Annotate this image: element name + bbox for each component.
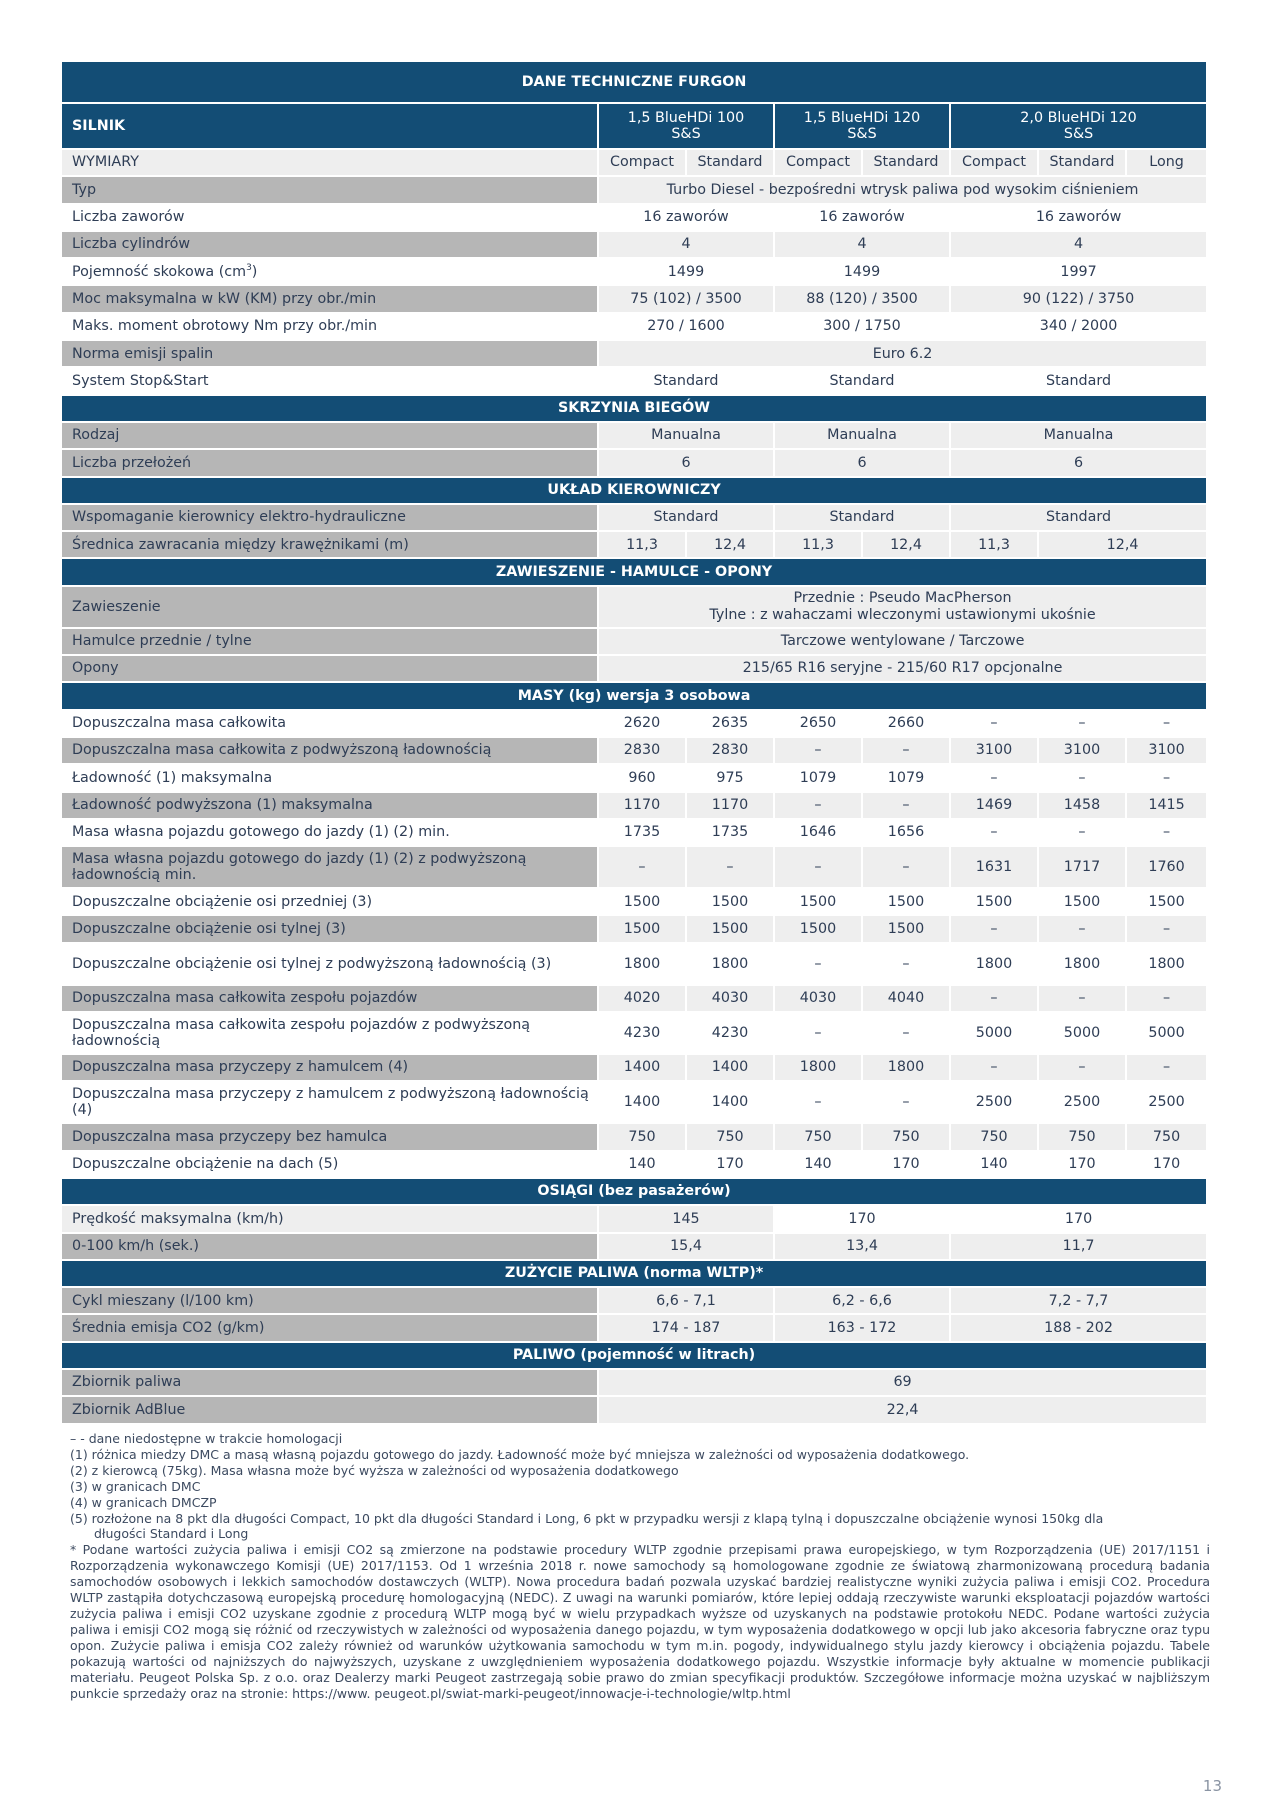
section-heading-performance: OSIĄGI (bez pasażerów)	[61, 1178, 1207, 1205]
cell: Euro 6.2	[598, 340, 1207, 367]
cell: 16 zaworów	[598, 204, 774, 231]
cell: 2635	[686, 710, 774, 737]
row-label: 0-100 km/h (sek.)	[61, 1233, 598, 1260]
table-row	[61, 846, 1207, 888]
cell: 1079	[774, 764, 862, 791]
cell: 170	[686, 1151, 774, 1178]
footnote-2: (2) z kierowcą (75kg). Masa własna może być wyższa w zależności od wyposażenia dodatkowego	[70, 1462, 679, 1478]
cell: Tarczowe wentylowane / Tarczowe	[598, 628, 1207, 655]
row-label: WYMIARY	[61, 149, 598, 176]
cell: 1631	[950, 846, 1038, 888]
cell: 1656	[862, 819, 950, 846]
cell: 750	[774, 1123, 862, 1150]
cell: 15,4	[598, 1233, 774, 1260]
table-row	[61, 819, 1207, 846]
cell: 2650	[774, 710, 862, 737]
cell: 1170	[686, 792, 774, 819]
footnote-dash: – - dane niedostępne w trakcie homologacji	[70, 1431, 343, 1446]
cell: 1500	[862, 888, 950, 915]
cell: –	[862, 943, 950, 985]
footnote-3: (3) w granicach DMC	[70, 1478, 201, 1494]
cell: Long	[1126, 149, 1207, 176]
cell: –	[1038, 819, 1126, 846]
cell: 6,6 - 7,1	[598, 1287, 774, 1314]
cell: –	[774, 846, 862, 888]
cell: 6	[598, 449, 774, 476]
row-label: Zbiornik AdBlue	[61, 1396, 598, 1423]
cell: 1800	[862, 1054, 950, 1081]
table-row	[61, 1314, 1207, 1341]
cell: 2830	[686, 737, 774, 764]
cell: 140	[774, 1151, 862, 1178]
cell: –	[774, 792, 862, 819]
row-label: Dopuszczalna masa przyczepy bez hamulca	[61, 1123, 598, 1150]
table-row	[61, 504, 1207, 531]
row-label: Dopuszczalna masa przyczepy z hamulcem (4)	[61, 1054, 598, 1081]
cell: 11,3	[774, 531, 862, 558]
row-label: Dopuszczalna masa całkowita z podwyższoną ładownością	[61, 737, 598, 764]
cell: 1400	[686, 1081, 774, 1123]
cell: 140	[950, 1151, 1038, 1178]
table-row	[61, 888, 1207, 915]
table-row	[61, 1369, 1207, 1396]
cell: 2620	[598, 710, 686, 737]
table-row	[61, 915, 1207, 942]
cell: 170	[862, 1151, 950, 1178]
cell: 1735	[686, 819, 774, 846]
table-row	[61, 340, 1207, 367]
row-label: Opony	[61, 655, 598, 682]
engine-col-3: 2,0 BlueHDi 120 S&S	[950, 103, 1207, 149]
cell: 1499	[598, 258, 774, 285]
cell: 22,4	[598, 1396, 1207, 1423]
cell: 3100	[950, 737, 1038, 764]
cell: Manualna	[598, 422, 774, 449]
cell: Manualna	[950, 422, 1207, 449]
section-heading-suspension: ZAWIESZENIE - HAMULCE - OPONY	[61, 558, 1207, 585]
cell: –	[686, 846, 774, 888]
cell: 170	[950, 1205, 1207, 1232]
section-heading-fuel: ZUŻYCIE PALIWA (norma WLTP)*	[61, 1260, 1207, 1287]
cell: 4230	[598, 1012, 686, 1054]
footnote-1: (1) różnica miedzy DMC a masą własną pojazdu gotowego do jazdy. Ładowność może być mniejsza w zależności od wyposażenia dodatkowego.	[70, 1446, 970, 1462]
cell: Standard	[774, 367, 950, 394]
cell: 90 (122) / 3750	[950, 285, 1207, 312]
row-label: Norma emisji spalin	[61, 340, 598, 367]
cell: –	[950, 985, 1038, 1012]
cell: 1400	[598, 1081, 686, 1123]
cell: Standard	[598, 367, 774, 394]
row-label: Dopuszczalna masa całkowita zespołu pojazdów	[61, 985, 598, 1012]
table-row	[61, 764, 1207, 791]
cell: –	[1126, 764, 1207, 791]
cell: –	[598, 846, 686, 888]
cell: –	[1126, 1054, 1207, 1081]
row-label: Dopuszczalne obciążenie na dach (5)	[61, 1151, 598, 1178]
cell: Standard	[686, 149, 774, 176]
cell: 69	[598, 1369, 1207, 1396]
table-row	[61, 176, 1207, 203]
row-label: Dopuszczalne obciążenie osi tylnej (3)	[61, 915, 598, 942]
cell: –	[862, 846, 950, 888]
table-row	[61, 655, 1207, 682]
cell: 6	[774, 449, 950, 476]
page-number: 13	[1202, 1777, 1222, 1795]
row-label: Zbiornik paliwa	[61, 1369, 598, 1396]
dimensions-row	[61, 149, 1207, 176]
cell: 4	[774, 231, 950, 258]
cell: 2830	[598, 737, 686, 764]
table-row	[61, 1123, 1207, 1150]
cell: –	[774, 737, 862, 764]
technical-data-table	[60, 60, 1208, 1425]
cell: 4030	[774, 985, 862, 1012]
cell: 2660	[862, 710, 950, 737]
table-row	[61, 285, 1207, 312]
footnote-4: (4) w granicach DMCZP	[70, 1494, 217, 1510]
cell: 1800	[950, 943, 1038, 985]
cell: 1458	[1038, 792, 1126, 819]
cell: 215/65 R16 seryjne - 215/60 R17 opcjonalne	[598, 655, 1207, 682]
cell: 2500	[1126, 1081, 1207, 1123]
cell: 11,3	[598, 531, 686, 558]
table-row	[61, 531, 1207, 558]
row-label: Ładowność (1) maksymalna	[61, 764, 598, 791]
table-row	[61, 792, 1207, 819]
cell: 300 / 1750	[774, 313, 950, 340]
footnote-5: (5) rozłożone na 8 pkt dla długości Compact, 10 pkt dla długości Standard i Long, 6 pkt w przypadku wersji z klapą tylną i dopuszczalne obciążenie wynosi 150kg dla	[70, 1510, 1104, 1526]
table-row	[61, 204, 1207, 231]
cell: 1400	[686, 1054, 774, 1081]
cell: –	[950, 819, 1038, 846]
table-row	[61, 1054, 1207, 1081]
cell: Compact	[950, 149, 1038, 176]
cell: 5000	[1038, 1012, 1126, 1054]
cell: 6	[950, 449, 1207, 476]
cell: 1800	[774, 1054, 862, 1081]
cell: –	[862, 1081, 950, 1123]
table-row	[61, 1287, 1207, 1314]
cell: 750	[598, 1123, 686, 1150]
cell: 1079	[862, 764, 950, 791]
cell: 4020	[598, 985, 686, 1012]
cell: 170	[774, 1205, 950, 1232]
section-heading-gearbox: SKRZYNIA BIEGÓW	[61, 395, 1207, 422]
engine-col-1: 1,5 BlueHDi 100 S&S	[598, 103, 774, 149]
cell: –	[862, 1012, 950, 1054]
footnotes	[70, 1431, 1210, 1701]
table-row	[61, 367, 1207, 394]
cell: –	[1126, 710, 1207, 737]
cell: 1170	[598, 792, 686, 819]
cell: 163 - 172	[774, 1314, 950, 1341]
row-label: Prędkość maksymalna (km/h)	[61, 1205, 598, 1232]
cell: 270 / 1600	[598, 313, 774, 340]
cell: Standard	[950, 367, 1207, 394]
cell: Standard	[862, 149, 950, 176]
table-row	[61, 1151, 1207, 1178]
cell: –	[1126, 985, 1207, 1012]
cell: 1500	[1126, 888, 1207, 915]
table-row	[61, 1233, 1207, 1260]
cell: 1997	[950, 258, 1207, 285]
row-label: System Stop&Start	[61, 367, 598, 394]
cell: 1500	[598, 915, 686, 942]
table-row	[61, 422, 1207, 449]
cell: 1800	[686, 943, 774, 985]
row-label: Pojemność skokowa $(cm^3)$	[61, 258, 598, 285]
cell: Standard	[598, 504, 774, 531]
cell: –	[774, 943, 862, 985]
table-row	[61, 985, 1207, 1012]
cell: 1500	[598, 888, 686, 915]
row-label: Dopuszczalna masa całkowita	[61, 710, 598, 737]
cell: 4	[950, 231, 1207, 258]
cell: 4	[598, 231, 774, 258]
cell: 145	[598, 1205, 774, 1232]
row-label: Dopuszczalna masa całkowita zespołu pojazdów z podwyższoną ładownością	[61, 1012, 598, 1054]
cell: 960	[598, 764, 686, 791]
cell: 4040	[862, 985, 950, 1012]
row-label: Liczba przełożeń	[61, 449, 598, 476]
cell: 88 (120) / 3500	[774, 285, 950, 312]
footnote-5-cont: długości Standard i Long	[94, 1526, 249, 1542]
cell: Turbo Diesel - bezpośredni wtrysk paliwa pod wysokim ciśnieniem	[598, 176, 1207, 203]
cell: 1500	[862, 915, 950, 942]
cell: 750	[950, 1123, 1038, 1150]
cell: 5000	[1126, 1012, 1207, 1054]
row-label: Wspomaganie kierownicy elektro-hydrauliczne	[61, 504, 598, 531]
row-label: Dopuszczalne obciążenie osi tylnej z podwyższoną ładownością (3)	[61, 943, 598, 985]
cell: 750	[686, 1123, 774, 1150]
table-row	[61, 1205, 1207, 1232]
cell: 1400	[598, 1054, 686, 1081]
row-label: Cykl mieszany (l/100 km)	[61, 1287, 598, 1314]
cell: 11,3	[950, 531, 1038, 558]
table-row	[61, 586, 1207, 628]
cell: 1800	[598, 943, 686, 985]
row-label: Dopuszczalna masa przyczepy z hamulcem z podwyższoną ładownością (4)	[61, 1081, 598, 1123]
cell: –	[862, 737, 950, 764]
cell: Standard	[774, 504, 950, 531]
table-row	[61, 710, 1207, 737]
cell: 3100	[1038, 737, 1126, 764]
engine-col-2: 1,5 BlueHDi 120 S&S	[774, 103, 950, 149]
cell: 16 zaworów	[950, 204, 1207, 231]
table-row	[61, 231, 1207, 258]
cell: 750	[1126, 1123, 1207, 1150]
cell: 5000	[950, 1012, 1038, 1054]
cell: 1646	[774, 819, 862, 846]
cell: 13,4	[774, 1233, 950, 1260]
cell: 188 - 202	[950, 1314, 1207, 1341]
cell: 11,7	[950, 1233, 1207, 1260]
cell: 750	[1038, 1123, 1126, 1150]
table-title: DANE TECHNICZNE FURGON	[61, 61, 1207, 103]
cell: 140	[598, 1151, 686, 1178]
cell: –	[1126, 915, 1207, 942]
cell: –	[774, 1012, 862, 1054]
cell: –	[1126, 819, 1207, 846]
cell: 1760	[1126, 846, 1207, 888]
cell: 6,2 - 6,6	[774, 1287, 950, 1314]
table-row	[61, 449, 1207, 476]
row-label: Maks. moment obrotowy Nm przy obr./min	[61, 313, 598, 340]
cell: –	[950, 915, 1038, 942]
table-row	[61, 1081, 1207, 1123]
cell: –	[1038, 915, 1126, 942]
cell: –	[1038, 985, 1126, 1012]
table-row	[61, 628, 1207, 655]
cell: 170	[1038, 1151, 1126, 1178]
table-row	[61, 1012, 1207, 1054]
cell: Manualna	[774, 422, 950, 449]
cell: 1800	[1038, 943, 1126, 985]
row-label: Liczba cylindrów	[61, 231, 598, 258]
row-label: Hamulce przednie / tylne	[61, 628, 598, 655]
cell: 1717	[1038, 846, 1126, 888]
cell: –	[1038, 1054, 1126, 1081]
cell: 174 - 187	[598, 1314, 774, 1341]
cell: 12,4	[686, 531, 774, 558]
cell: 1500	[1038, 888, 1126, 915]
cell: 1500	[950, 888, 1038, 915]
row-label: Typ	[61, 176, 598, 203]
cell: 4030	[686, 985, 774, 1012]
cell: 7,2 - 7,7	[950, 1287, 1207, 1314]
cell: 3100	[1126, 737, 1207, 764]
cell: 975	[686, 764, 774, 791]
cell: 1469	[950, 792, 1038, 819]
cell: Standard	[950, 504, 1207, 531]
cell: 4230	[686, 1012, 774, 1054]
engine-header-label: SILNIK	[61, 103, 598, 149]
row-label: Zawieszenie	[61, 586, 598, 628]
cell: 12,4	[862, 531, 950, 558]
cell: –	[1038, 764, 1126, 791]
row-label: Masa własna pojazdu gotowego do jazdy (1) (2) min.	[61, 819, 598, 846]
cell: 1500	[774, 915, 862, 942]
row-label: Moc maksymalna w kW (KM) przy obr./min	[61, 285, 598, 312]
cell: –	[950, 1054, 1038, 1081]
cell: –	[950, 710, 1038, 737]
cell: Compact	[774, 149, 862, 176]
cell: 2500	[950, 1081, 1038, 1123]
cell: –	[774, 1081, 862, 1123]
cell: 340 / 2000	[950, 313, 1207, 340]
row-label: Masa własna pojazdu gotowego do jazdy (1) (2) z podwyższoną ładownością min.	[61, 846, 598, 888]
table-row	[61, 1396, 1207, 1423]
cell: 1500	[686, 915, 774, 942]
table-row	[61, 943, 1207, 985]
cell: –	[862, 792, 950, 819]
wltp-disclaimer: * Podane wartości zużycia paliwa i emisji CO2 są zmierzone na podstawie procedury WLTP zgodnie przepisami prawa europejskiego, w tym Rozporządzenia (UE) 2017/1151 i Rozporządzenia wykonawczego Komisji (UE) 2017/1153. Od 1 września 2018 r. nowe samochody są homologowane zgodnie ze światową zharmonizowaną procedurą badania samochodów osobowych i lekkich samochodów dostawczych (WLTP). Nowa procedura badań pozwala uzyskać bardziej realistyczne wyniki zużycia paliwa i emisji CO2. Procedura WLTP zastąpiła dotychczasową europejską procedurę homologacyjną (NEDC). Z uwagi na warunki pomiarów, które lepiej oddają rzeczywiste warunki eksploatacji pojazdów wartości zużycia paliwa i emisji CO2 uzyskane zgodnie z procedurą WLTP mogą być w wielu przypadkach wyższe od uzyskanych na podstawie protokołu NEDC. Podane wartości zużycia paliwa i emisji CO2 mogą się różnić od rzeczywistych w zależności od wyposażenia danego pojazdu, w tym wyposażenia dodatkowego w opcji lub jako akcesoria fabryczne oraz typu opon. Zużycie paliwa i emisja CO2 zależy również od warunków użytkowania samochodu w tym m.in. pogody, indywidualnego stylu jazdy kierowcy i obciążenia pojazdu. Tabele pokazują wartości od najniższych do najwyższych, uzyskane z uwzględnieniem wyposażenia dodatkowego pojazdu. Wszystkie informacje były aktualne w momencie publikacji materiału. Peugeot Polska Sp. z o.o. oraz Dealerzy marki Peugeot zastrzegają sobie prawo do zmian specyfikacji produktów. Szczegółowe informacje można uzyskać w najbliższym punkcie sprzedaży oraz na stronie: https://www. peugeot.pl/swiat-marki-peugeot/innowacje-i-technologie/wltp.html	[70, 1542, 1210, 1701]
cell: 1500	[686, 888, 774, 915]
table-row	[61, 737, 1207, 764]
row-label: Ładowność podwyższona (1) maksymalna	[61, 792, 598, 819]
cell: 2500	[1038, 1081, 1126, 1123]
row-label: Dopuszczalne obciążenie osi przedniej (3)	[61, 888, 598, 915]
row-label: Liczba zaworów	[61, 204, 598, 231]
cell: 1735	[598, 819, 686, 846]
row-label: Średnica zawracania między krawężnikami (m)	[61, 531, 598, 558]
cell: 1500	[774, 888, 862, 915]
cell: 16 zaworów	[774, 204, 950, 231]
cell: –	[1038, 710, 1126, 737]
cell: 1499	[774, 258, 950, 285]
cell: –	[950, 764, 1038, 791]
cell: 170	[1126, 1151, 1207, 1178]
cell: 75 (102) / 3500	[598, 285, 774, 312]
cell: 12,4	[1038, 531, 1207, 558]
table-row	[61, 313, 1207, 340]
section-heading-tank: PALIWO (pojemność w litrach)	[61, 1342, 1207, 1369]
cell: Przednie : Pseudo MacPherson Tylne : z wahaczami wleczonymi ustawionymi ukośnie	[598, 586, 1207, 628]
cell: 1800	[1126, 943, 1207, 985]
cell: Compact	[598, 149, 686, 176]
cell: 750	[862, 1123, 950, 1150]
table-row	[61, 258, 1207, 285]
row-label: Średnia emisja CO2 (g/km)	[61, 1314, 598, 1341]
section-heading-steering: UKŁAD KIEROWNICZY	[61, 477, 1207, 504]
cell: Standard	[1038, 149, 1126, 176]
section-heading-masses: MASY (kg) wersja 3 osobowa	[61, 682, 1207, 709]
row-label: Rodzaj	[61, 422, 598, 449]
cell: 1415	[1126, 792, 1207, 819]
